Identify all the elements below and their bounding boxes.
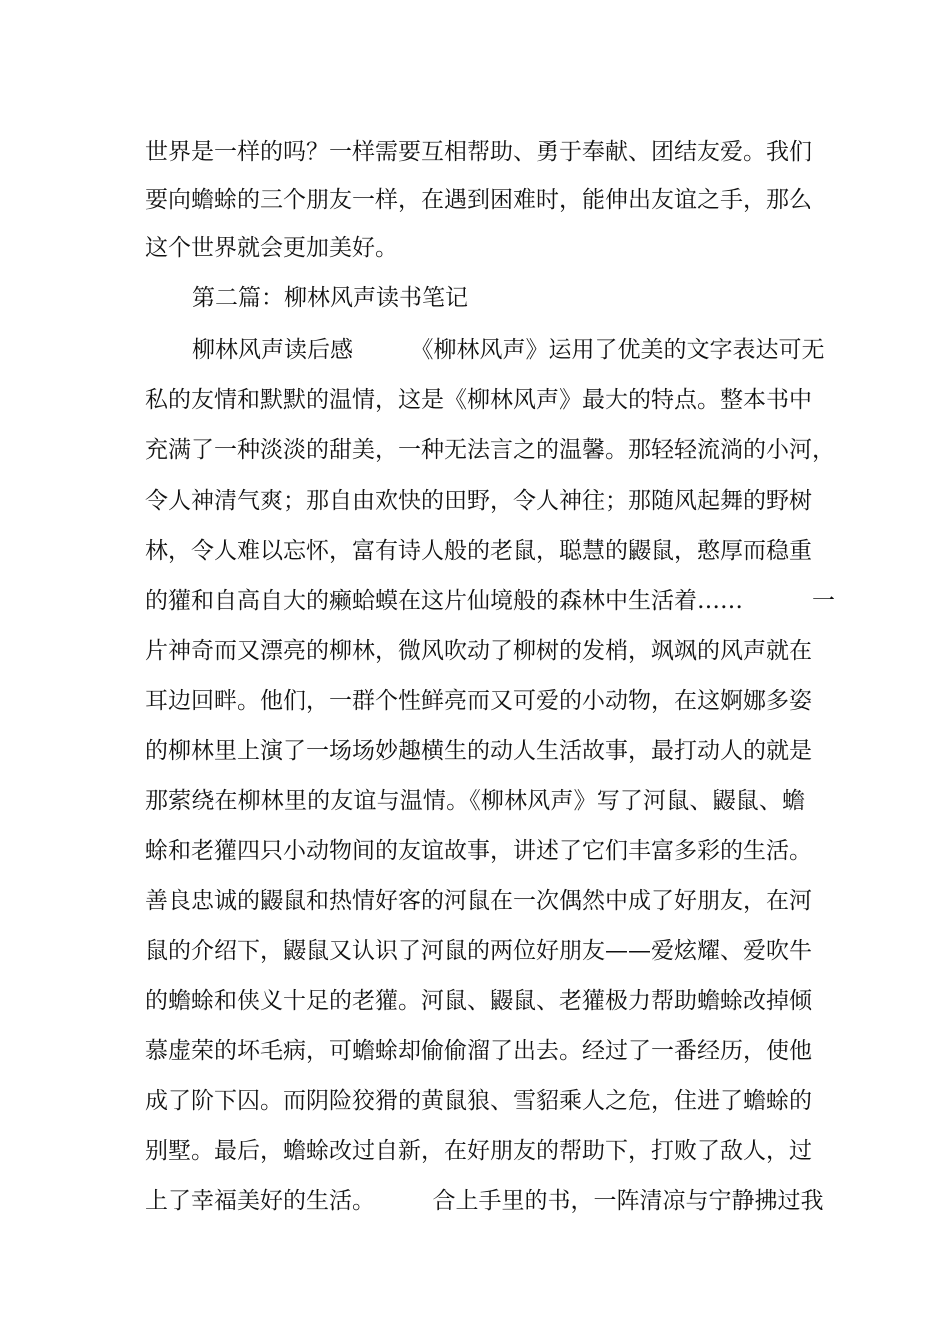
text-line: 私的友情和默默的温情，这是《柳林风声》最大的特点。整本书中 xyxy=(145,387,812,413)
text-line: 慕虚荣的坏毛病，可蟾蜍却偷偷溜了出去。经过了一番经历，使他 xyxy=(145,1038,812,1064)
text-line: 的蟾蜍和侠义十足的老獾。河鼠、鼹鼠、老獾极力帮助蟾蜍改掉倾 xyxy=(145,988,812,1014)
text-line: 这个世界就会更加美好。 xyxy=(145,235,398,261)
text-line: 世界是一样的吗？一样需要互相帮助、勇于奉献、团结友爱。我们 xyxy=(145,139,812,165)
text-line: 上了幸福美好的生活。 合上手里的书，一阵清凉与宁静拂过我 xyxy=(145,1188,824,1214)
text-line: 善良忠诚的鼹鼠和热情好客的河鼠在一次偶然中成了好朋友，在河 xyxy=(145,888,812,914)
text-line: 充满了一种淡淡的甜美，一种无法言之的温馨。那轻轻流淌的小河， xyxy=(145,437,835,463)
text-line: 片神奇而又漂亮的柳林，微风吹动了柳树的发梢，飒飒的风声就在 xyxy=(145,638,812,664)
text-line: 成了阶下囚。而阴险狡猾的黄鼠狼、雪貂乘人之危，住进了蟾蜍的 xyxy=(145,1088,812,1114)
text-line: 蜍和老獾四只小动物间的友谊故事，讲述了它们丰富多彩的生活。 xyxy=(145,838,812,864)
text-line: 耳边回畔。他们，一群个性鲜亮而又可爱的小动物，在这婀娜多姿 xyxy=(145,688,812,714)
text-line: 林，令人难以忘怀，富有诗人般的老鼠，聪慧的鼹鼠，憨厚而稳重 xyxy=(145,538,812,564)
text-line: 柳林风声读后感 《柳林风声》运用了优美的文字表达可无 xyxy=(192,337,825,363)
text-line: 那萦绕在柳林里的友谊与温情。《柳林风声》写了河鼠、鼹鼠、蟾 xyxy=(145,788,805,814)
text-line: 要向蟾蜍的三个朋友一样，在遇到困难时，能伸出友谊之手，那么 xyxy=(145,187,812,213)
section-heading: 第二篇：柳林风声读书笔记 xyxy=(192,285,468,311)
text-line: 的獾和自高自大的癞蛤蟆在这片仙境般的森林中生活着…… 一 xyxy=(145,588,835,614)
text-line: 的柳林里上演了一场场妙趣横生的动人生活故事，最打动人的就是 xyxy=(145,738,812,764)
text-line: 别墅。最后，蟾蜍改过自新，在好朋友的帮助下，打败了敌人，过 xyxy=(145,1138,812,1164)
text-line: 令人神清气爽；那自由欢快的田野，令人神往；那随风起舞的野树 xyxy=(145,488,812,514)
text-line: 鼠的介绍下，鼹鼠又认识了河鼠的两位好朋友——爱炫耀、爱吹牛 xyxy=(145,938,812,964)
